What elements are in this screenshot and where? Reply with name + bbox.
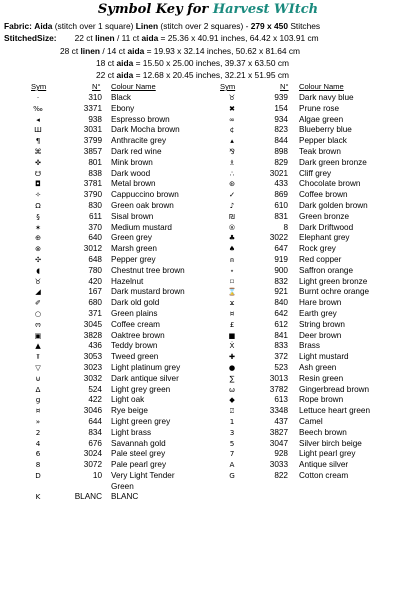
left-symbol: 8 <box>35 460 41 470</box>
left-symbol: ‰ <box>33 103 43 113</box>
title-prefix: Symbol Key for <box>97 2 213 17</box>
left-number: 3032 <box>83 373 102 383</box>
left-symbol: § <box>36 211 40 221</box>
left-symbol: Ω <box>35 200 41 210</box>
table-row <box>0 352 416 363</box>
right-colour-name: Deer brown <box>299 330 342 340</box>
table-row <box>0 179 416 190</box>
left-number: 640 <box>88 233 102 243</box>
right-number: 3782 <box>269 384 288 394</box>
right-number: 612 <box>274 319 288 329</box>
left-number: 3857 <box>83 146 102 156</box>
right-colour-name: Hare brown <box>299 298 342 308</box>
right-number: 833 <box>274 341 288 351</box>
left-number: 644 <box>88 416 102 426</box>
right-symbol: ₪ <box>229 211 235 221</box>
size-line-4 <box>96 70 289 80</box>
left-symbol: · <box>36 93 40 102</box>
left-symbol: ო <box>35 319 41 329</box>
right-colour-name: Silver birch beige <box>299 438 362 448</box>
stitch-size: 279 x 450 <box>250 21 288 31</box>
left-colour-name: Rye beige <box>111 406 148 416</box>
right-number: 829 <box>274 157 288 167</box>
left-symbol: ◖ <box>36 265 40 275</box>
left-number: 3781 <box>83 179 102 189</box>
left-symbol: ✧ <box>34 190 42 200</box>
left-symbol: D <box>35 470 41 480</box>
right-colour-name: Prune rose <box>299 103 340 113</box>
left-number: 3046 <box>83 406 102 416</box>
size-text: 22 ct <box>96 70 117 80</box>
table-row <box>0 374 416 385</box>
right-symbol: ♗ <box>228 157 236 167</box>
table-row <box>0 233 416 244</box>
left-colour-name: Green oak brown <box>111 200 174 210</box>
table-row <box>0 449 416 460</box>
fabric-linen: Linen <box>135 21 159 31</box>
size-line-2 <box>60 46 300 56</box>
right-colour-name: Blueberry blue <box>299 125 352 135</box>
left-colour-name: Pale steel grey <box>111 449 166 459</box>
right-colour-name: Red copper <box>299 254 342 264</box>
right-symbol: 1 <box>229 416 235 426</box>
left-symbol: ◘ <box>35 179 41 189</box>
header-num: N° <box>92 82 101 91</box>
table-row <box>0 115 416 126</box>
right-colour-name: Resin green <box>299 373 344 383</box>
right-symbol: ✓ <box>228 190 236 200</box>
left-number: 3024 <box>83 449 102 459</box>
left-symbol: K <box>35 492 41 502</box>
table-row <box>0 492 416 503</box>
left-number: 10 <box>92 470 102 480</box>
table-row <box>0 255 416 266</box>
left-number: 310 <box>88 93 102 102</box>
size-text: = 25.36 x 40.91 inches, 64.42 x 103.91 cm <box>158 33 319 43</box>
right-colour-name: Earth grey <box>299 308 337 318</box>
size-fabric: aida <box>116 70 134 80</box>
left-number: 938 <box>88 114 102 124</box>
right-symbol: ⋆ <box>229 265 235 275</box>
left-number: 370 <box>88 222 102 232</box>
right-number: 433 <box>274 179 288 189</box>
right-symbol: ♪ <box>229 200 235 210</box>
size-text: / 11 ct <box>114 33 142 43</box>
right-colour-name: Dark golden brown <box>299 200 368 210</box>
right-symbol: ϫ <box>229 298 235 308</box>
fabric-aida-note: (stitch over 1 square) <box>54 21 134 31</box>
right-symbol: 5 <box>229 438 235 448</box>
fabric-label: Fabric: <box>4 21 32 31</box>
right-symbol: ■ <box>228 330 236 340</box>
table-row <box>0 417 416 428</box>
left-symbol: ▲ <box>35 341 41 351</box>
right-colour-name: Antique silver <box>299 460 349 470</box>
left-colour-name: Medium mustard <box>111 222 172 232</box>
right-number: 841 <box>274 330 288 340</box>
left-symbol: ◢ <box>35 287 41 297</box>
left-symbol: ☋ <box>34 168 42 178</box>
size-fabric: aida <box>127 46 145 56</box>
left-colour-name: Oaktree brown <box>111 330 165 340</box>
left-symbol: ¶ <box>35 136 41 146</box>
header-sym: Sym <box>220 82 236 91</box>
right-symbol: Ẋ <box>229 341 235 351</box>
table-row <box>0 287 416 298</box>
right-number: 3013 <box>269 373 288 383</box>
right-number: 898 <box>274 146 288 156</box>
left-colour-name: Dark mustard brown <box>111 287 185 297</box>
left-number: 3828 <box>83 330 102 340</box>
left-symbol: Δ <box>35 384 41 394</box>
left-symbol: g <box>35 395 41 405</box>
pattern-name: Harvest WItch <box>212 2 319 17</box>
left-symbol: ✐ <box>34 298 42 308</box>
left-symbol: ⊕ <box>34 233 42 243</box>
right-colour-name: Algae green <box>299 114 344 124</box>
right-number: 3827 <box>269 427 288 437</box>
left-colour-name: Light platinum grey <box>111 362 181 372</box>
table-row <box>0 147 416 158</box>
table-row <box>0 169 416 180</box>
left-symbol: ✶ <box>34 222 42 232</box>
right-number: 642 <box>274 308 288 318</box>
right-symbol: ¢ <box>229 125 235 135</box>
left-colour-name: Ebony <box>111 103 135 113</box>
right-symbol: ◆ <box>229 395 235 405</box>
right-symbol: ∞ <box>229 114 235 124</box>
right-colour-name: Light green bronze <box>299 276 368 286</box>
left-number: 420 <box>88 276 102 286</box>
right-colour-name: Beech brown <box>299 427 347 437</box>
size-text: = 19.93 x 32.14 inches, 50.62 x 81.64 cm <box>144 46 301 56</box>
right-symbol: ⅋ <box>229 146 235 156</box>
right-symbol: ● <box>228 362 236 372</box>
left-symbol: ⫪ <box>35 352 41 362</box>
left-colour-name: Savannah gold <box>111 438 166 448</box>
table-row <box>0 223 416 234</box>
right-number: 437 <box>274 416 288 426</box>
right-symbol: ∴ <box>229 168 235 178</box>
left-number: 648 <box>88 254 102 264</box>
right-number: 154 <box>274 103 288 113</box>
right-colour-name: Rope brown <box>299 395 344 405</box>
right-colour-name: Brass <box>299 341 320 351</box>
right-number: 3047 <box>269 438 288 448</box>
right-symbol: ⍝ <box>229 254 235 264</box>
right-colour-name: Gingerbread brown <box>299 384 370 394</box>
left-colour-name: Dark Mocha brown <box>111 125 180 135</box>
left-symbol: ♉ <box>34 276 42 286</box>
table-row <box>0 136 416 147</box>
left-colour-name: Espresso brown <box>111 114 170 124</box>
left-number: BLANC <box>74 492 102 502</box>
right-number: 823 <box>274 125 288 135</box>
right-number: 372 <box>274 352 288 362</box>
right-number: 831 <box>274 211 288 221</box>
right-symbol: ⍁ <box>229 406 235 416</box>
key-header <box>0 82 416 93</box>
right-colour-name: Teak brown <box>299 146 341 156</box>
right-symbol: ✚ <box>228 352 236 362</box>
left-symbol: 4 <box>35 438 41 448</box>
right-number: 939 <box>274 93 288 102</box>
table-row <box>0 298 416 309</box>
table-row <box>0 482 416 493</box>
right-symbol: G <box>229 470 235 480</box>
table-row <box>0 363 416 374</box>
right-colour-name: Dark green bronze <box>299 157 367 167</box>
left-symbol: » <box>35 416 41 426</box>
right-colour-name: Chocolate brown <box>299 179 361 189</box>
right-symbol: ⌛ <box>227 287 237 297</box>
right-number: 934 <box>274 114 288 124</box>
left-symbol: ✜ <box>34 157 42 167</box>
left-colour-name: Very Light Tender <box>111 470 175 480</box>
right-number: 523 <box>274 362 288 372</box>
table-row <box>0 277 416 288</box>
left-symbol: Ш <box>34 125 42 135</box>
table-row <box>0 471 416 482</box>
right-symbol: ⊛ <box>228 179 236 189</box>
left-number: 801 <box>88 157 102 167</box>
right-colour-name: Cliff grey <box>299 168 332 178</box>
left-symbol: ▣ <box>34 330 42 340</box>
fabric-line <box>4 21 320 31</box>
size-line-3 <box>96 58 289 68</box>
right-symbol: ⌑ <box>230 276 234 286</box>
table-row <box>0 309 416 320</box>
left-symbol: ◂ <box>36 114 40 124</box>
left-symbol: 6 <box>35 449 41 459</box>
right-number: 832 <box>274 276 288 286</box>
right-symbol: 3 <box>229 427 235 437</box>
left-colour-name: Dark wood <box>111 168 151 178</box>
size-text: = 15.50 x 25.00 inches, 39.37 x 63.50 cm <box>133 58 289 68</box>
right-colour-name: Ash green <box>299 362 337 372</box>
size-text: = 12.68 x 20.45 inches, 32.21 x 51.95 cm <box>133 70 289 80</box>
left-colour-name: Tweed green <box>111 352 159 362</box>
right-colour-name: String brown <box>299 319 345 329</box>
left-colour-name: BLANC <box>111 492 139 502</box>
right-colour-name: Pepper black <box>299 136 347 146</box>
right-symbol: ✖ <box>228 103 236 113</box>
table-row <box>0 460 416 471</box>
right-symbol: ♣ <box>228 233 236 243</box>
left-colour-name: Black <box>111 93 132 102</box>
left-number: 3053 <box>83 352 102 362</box>
right-colour-name: Burnt ochre orange <box>299 287 370 297</box>
size-text: 28 ct <box>60 46 81 56</box>
table-row <box>0 385 416 396</box>
left-number: 834 <box>88 427 102 437</box>
left-colour-name: Sisal brown <box>111 211 154 221</box>
left-colour-name: Teddy brown <box>111 341 158 351</box>
right-number: 928 <box>274 449 288 459</box>
right-number: 900 <box>274 265 288 275</box>
right-number: 822 <box>274 470 288 480</box>
left-number: 676 <box>88 438 102 448</box>
fabric-linen-note: (stitch over 2 squares) - <box>160 21 249 31</box>
size-text: / 14 ct <box>100 46 128 56</box>
right-number: 844 <box>274 136 288 146</box>
right-number: 613 <box>274 395 288 405</box>
left-symbol: 2 <box>35 427 41 437</box>
right-number: 921 <box>274 287 288 297</box>
left-number: 3031 <box>83 125 102 135</box>
left-colour-name: Green <box>111 481 134 491</box>
left-number: 3790 <box>83 190 102 200</box>
table-row <box>0 212 416 223</box>
right-number: 647 <box>274 244 288 254</box>
right-number: 3022 <box>269 233 288 243</box>
right-symbol: ® <box>228 222 236 232</box>
table-row <box>0 395 416 406</box>
right-symbol: A <box>229 460 235 470</box>
table-row <box>0 104 416 115</box>
right-number: 610 <box>274 200 288 210</box>
left-symbol: ▽ <box>35 362 41 372</box>
left-number: 3072 <box>83 460 102 470</box>
left-symbol: ⊗ <box>34 244 42 254</box>
size-fabric: linen <box>80 46 101 56</box>
symbol-key-table <box>0 93 416 503</box>
table-row <box>0 190 416 201</box>
right-number: 919 <box>274 254 288 264</box>
left-colour-name: Light brass <box>111 427 152 437</box>
left-number: 3045 <box>83 319 102 329</box>
right-colour-name: Camel <box>299 416 323 426</box>
fabric-aida: Aida <box>34 21 53 31</box>
right-number: 3033 <box>269 460 288 470</box>
right-colour-name: Elephant grey <box>299 233 350 243</box>
left-number: 680 <box>88 298 102 308</box>
table-row <box>0 406 416 417</box>
table-row <box>0 320 416 331</box>
left-symbol: ¤ <box>35 406 41 416</box>
size-text: 18 ct <box>96 58 117 68</box>
left-number: 3371 <box>83 103 102 113</box>
left-colour-name: Chestnut tree brown <box>111 265 185 275</box>
left-colour-name: Cappuccino brown <box>111 190 179 200</box>
right-number: 3348 <box>269 406 288 416</box>
right-colour-name: Green bronze <box>299 211 350 221</box>
left-number: 3023 <box>83 362 102 372</box>
left-number: 436 <box>88 341 102 351</box>
right-symbol: ¤ <box>229 308 235 318</box>
table-row <box>0 93 416 104</box>
left-colour-name: Anthracite grey <box>111 136 167 146</box>
table-row <box>0 331 416 342</box>
left-symbol: ⌘ <box>34 146 42 156</box>
table-row <box>0 266 416 277</box>
left-colour-name: Light oak <box>111 395 145 405</box>
size-line-1 <box>4 33 319 43</box>
right-symbol: 7 <box>229 449 235 459</box>
header-colour-name: Colour Name <box>299 82 344 91</box>
left-symbol: ○ <box>34 308 42 318</box>
right-colour-name: Dark navy blue <box>299 93 354 102</box>
left-number: 371 <box>88 308 102 318</box>
left-colour-name: Marsh green <box>111 244 157 254</box>
right-number: 840 <box>274 298 288 308</box>
table-row <box>0 158 416 169</box>
right-colour-name: Coffee brown <box>299 190 348 200</box>
right-symbol: £ <box>229 319 235 329</box>
left-colour-name: Metal brown <box>111 179 156 189</box>
left-symbol: ⊍ <box>35 373 41 383</box>
left-colour-name: Pepper grey <box>111 254 156 264</box>
right-colour-name: Light mustard <box>299 352 349 362</box>
left-number: 3799 <box>83 136 102 146</box>
left-colour-name: Light green grey <box>111 416 171 426</box>
table-row <box>0 201 416 212</box>
right-colour-name: Cotton cream <box>299 470 349 480</box>
left-colour-name: Light grey green <box>111 384 171 394</box>
left-number: 830 <box>88 200 102 210</box>
left-number: 838 <box>88 168 102 178</box>
size-text: 22 ct <box>74 33 96 43</box>
page-title <box>0 2 416 17</box>
left-colour-name: Dark red wine <box>111 146 162 156</box>
right-colour-name: Dark Driftwood <box>299 222 354 232</box>
left-number: 611 <box>88 211 102 221</box>
header-num: N° <box>280 82 289 91</box>
left-colour-name: Mink brown <box>111 157 153 167</box>
left-symbol: ✣ <box>34 254 42 264</box>
right-colour-name: Light pearl grey <box>299 449 356 459</box>
table-row <box>0 428 416 439</box>
right-colour-name: Saffron orange <box>299 265 354 275</box>
right-colour-name: Lettuce heart green <box>299 406 371 416</box>
header-sym: Sym <box>31 82 47 91</box>
right-number: 3021 <box>269 168 288 178</box>
right-number: 8 <box>283 222 288 232</box>
left-number: 422 <box>88 395 102 405</box>
right-symbol: ♉ <box>228 93 236 102</box>
right-number: 869 <box>274 190 288 200</box>
left-colour-name: Green plains <box>111 308 158 318</box>
left-colour-name: Dark old gold <box>111 298 160 308</box>
left-number: 3012 <box>83 244 102 254</box>
stitched-size-label: StitchedSize: <box>4 33 57 43</box>
table-row <box>0 125 416 136</box>
right-symbol: ▴ <box>230 136 234 146</box>
left-colour-name: Green grey <box>111 233 152 243</box>
left-number: 524 <box>88 384 102 394</box>
table-row <box>0 244 416 255</box>
left-colour-name: Pale pearl grey <box>111 460 167 470</box>
left-colour-name: Coffee cream <box>111 319 160 329</box>
size-fabric: aida <box>116 58 134 68</box>
left-number: 780 <box>88 265 102 275</box>
stitch-size-suffix: Stitches <box>290 21 321 31</box>
left-colour-name: Dark antique silver <box>111 373 179 383</box>
right-symbol: ∑ <box>229 373 235 383</box>
right-colour-name: Rock grey <box>299 244 336 254</box>
size-fabric: aida <box>141 33 159 43</box>
right-symbol: ♠ <box>228 244 236 254</box>
table-row <box>0 341 416 352</box>
header-colour-name: Colour Name <box>111 82 156 91</box>
left-number: 167 <box>88 287 102 297</box>
size-fabric: linen <box>95 33 115 43</box>
table-row <box>0 439 416 450</box>
right-symbol: ω <box>228 384 236 394</box>
left-colour-name: Hazelnut <box>111 276 144 286</box>
